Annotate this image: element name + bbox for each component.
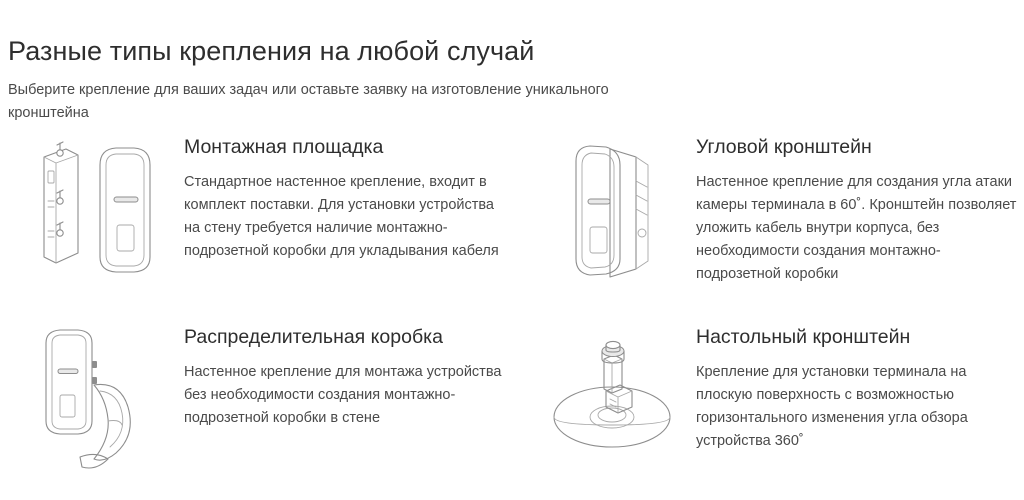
feature-card-mounting-plate	[8, 135, 508, 285]
desktop-bracket-illustration	[540, 325, 690, 475]
feature-title: Настольный кронштейн	[696, 326, 911, 348]
angle-bracket-illustration	[540, 135, 690, 285]
feature-card-angle-bracket	[540, 135, 1020, 286]
feature-card-junction-box	[8, 325, 508, 475]
junction-box-illustration	[8, 325, 178, 475]
feature-description: Крепление для установки терминала на плоскую поверхность с возможностью горизонтального изменения угла обзора устройства 360˚	[696, 364, 968, 449]
feature-card-desktop-bracket	[540, 325, 1020, 475]
feature-description: Стандартное настенное крепление, входит в комплект поставки. Для установки устройства на стену требуется наличие монтажно-подрозетной коробки для укладывания кабеля	[184, 174, 499, 259]
feature-description: Настенное крепление для создания угла атаки камеры терминала в 60˚. Кронштейн позволяет уложить кабель внутри корпуса, без необходимости создания монтажно-подрозетной коробки	[696, 174, 1017, 282]
feature-title: Распределительная коробка	[184, 326, 443, 348]
page-title: Разные типы крепления на любой случай	[8, 36, 535, 67]
mounting-plate-illustration	[8, 135, 178, 285]
feature-description: Настенное крепление для монтажа устройства без необходимости создания монтажно-подрозетной коробки в стене	[184, 364, 502, 426]
feature-title: Монтажная площадка	[184, 136, 384, 158]
feature-title: Угловой кронштейн	[696, 136, 872, 158]
page-subtitle: Выберите крепление для ваших задач или оставьте заявку на изготовление уникального кронштейна	[8, 81, 609, 121]
